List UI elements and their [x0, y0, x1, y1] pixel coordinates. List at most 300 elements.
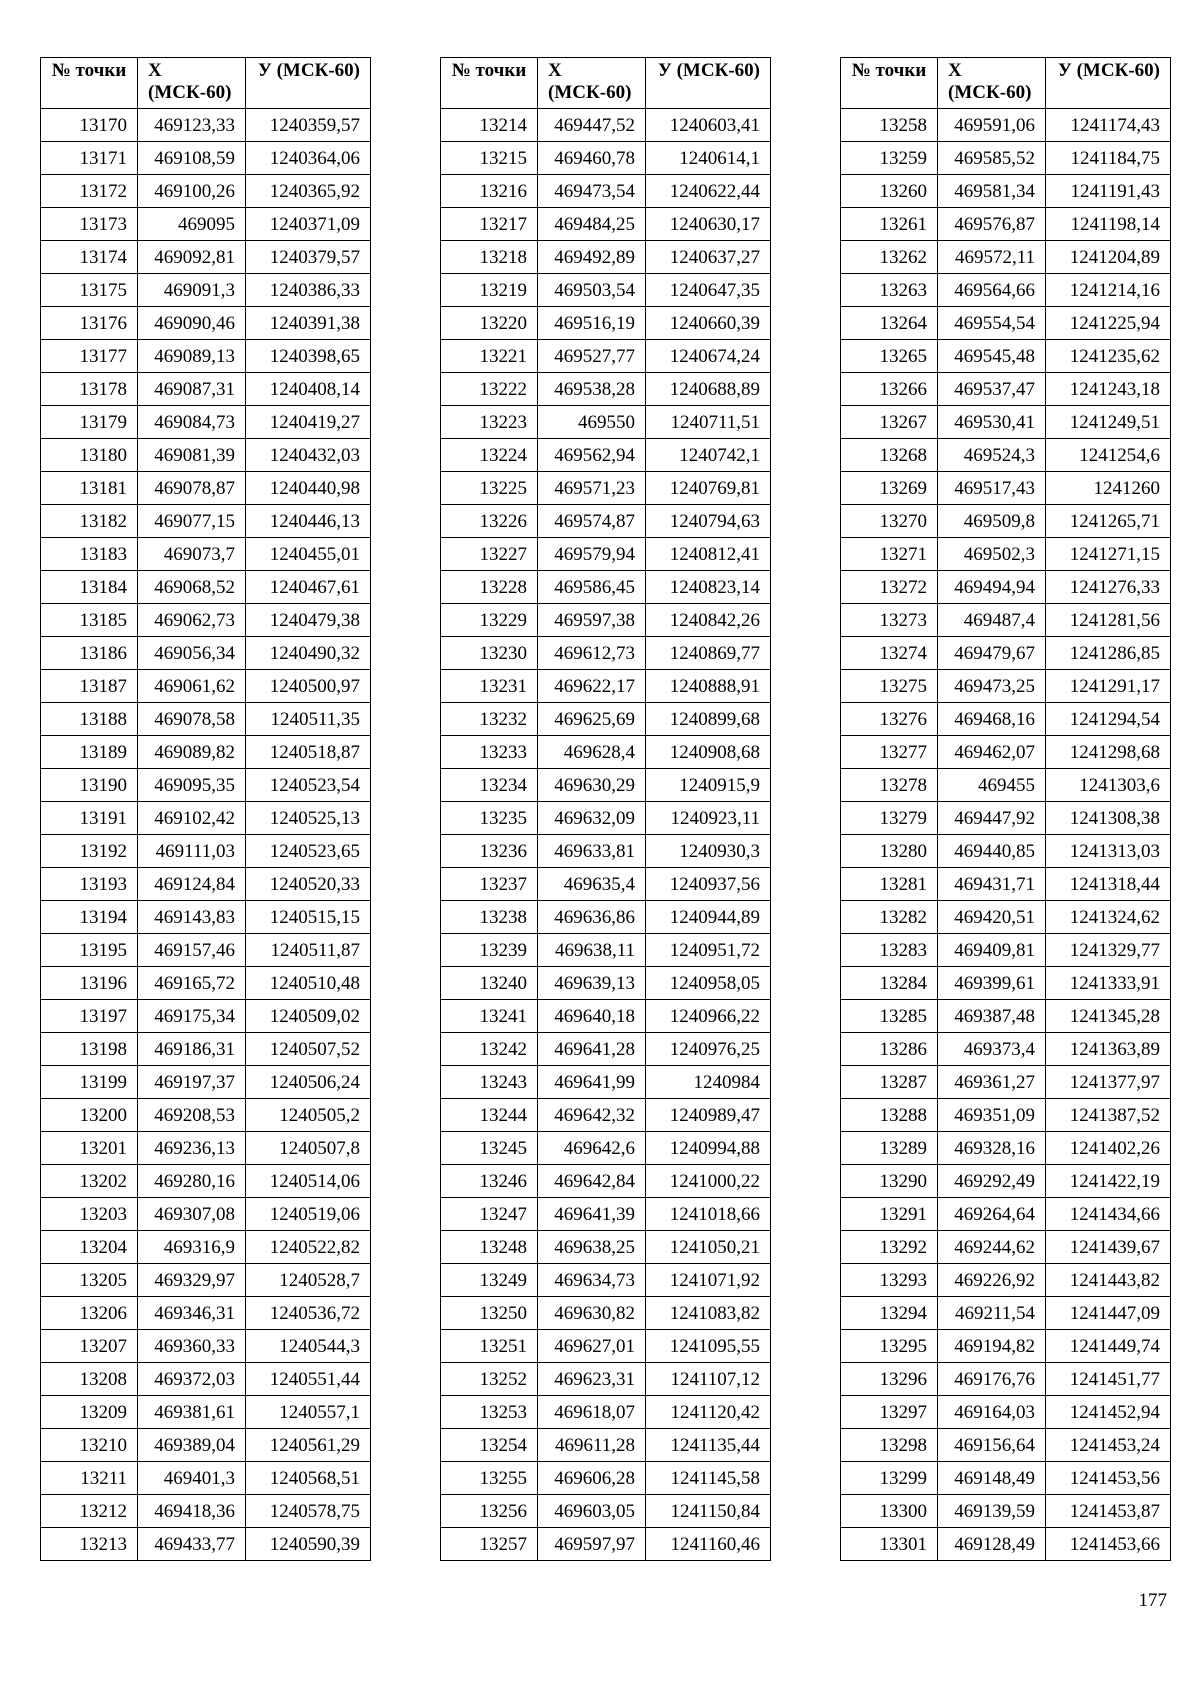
table-row	[841, 1330, 1171, 1363]
table-row	[41, 1231, 371, 1264]
x-coordinate-cell: 469447,52	[538, 109, 646, 142]
x-coordinate-cell: 469111,03	[138, 835, 246, 868]
table-row	[441, 703, 771, 736]
table-row	[441, 1066, 771, 1099]
table-row	[841, 1264, 1171, 1297]
x-coordinate-cell: 469100,26	[138, 175, 246, 208]
point-number-cell: 13297	[841, 1396, 938, 1429]
point-number-cell: 13201	[41, 1132, 138, 1165]
x-coordinate-cell: 469194,82	[938, 1330, 1046, 1363]
point-number-cell: 13226	[441, 505, 538, 538]
x-coordinate-cell: 469077,15	[138, 505, 246, 538]
x-coordinate-cell: 469360,33	[138, 1330, 246, 1363]
x-coordinate-cell: 469633,81	[538, 835, 646, 868]
point-number-cell: 13294	[841, 1297, 938, 1330]
table-row	[841, 967, 1171, 1000]
table-row	[841, 1297, 1171, 1330]
point-number-cell: 13301	[841, 1528, 938, 1561]
table-row	[41, 538, 371, 571]
y-coordinate-cell: 1241260	[1046, 472, 1171, 505]
x-coordinate-cell: 469632,09	[538, 802, 646, 835]
table-row	[41, 1495, 371, 1528]
x-coordinate-cell: 469307,08	[138, 1198, 246, 1231]
point-number-cell: 13173	[41, 208, 138, 241]
point-number-cell: 13174	[41, 241, 138, 274]
table-row	[441, 241, 771, 274]
point-number-cell: 13217	[441, 208, 538, 241]
x-coordinate-cell: 469316,9	[138, 1231, 246, 1264]
table-row	[41, 1198, 371, 1231]
table-row	[441, 505, 771, 538]
x-coordinate-cell: 469351,09	[938, 1099, 1046, 1132]
y-coordinate-cell: 1240408,14	[246, 373, 371, 406]
table-row	[41, 703, 371, 736]
point-number-cell: 13261	[841, 208, 938, 241]
table-row	[841, 1198, 1171, 1231]
point-number-cell: 13246	[441, 1165, 538, 1198]
point-number-cell: 13212	[41, 1495, 138, 1528]
point-number-cell: 13195	[41, 934, 138, 967]
y-coordinate-cell: 1240398,65	[246, 340, 371, 373]
y-coordinate-cell: 1241174,43	[1046, 109, 1171, 142]
y-coordinate-cell: 1240660,39	[646, 307, 771, 340]
table-row	[41, 505, 371, 538]
y-coordinate-cell: 1241434,66	[1046, 1198, 1171, 1231]
table-row	[441, 1462, 771, 1495]
x-coordinate-cell: 469530,41	[938, 406, 1046, 439]
table-row	[41, 1528, 371, 1561]
y-coordinate-cell: 1240603,41	[646, 109, 771, 142]
header-y-coordinate: У (МСК-60)	[646, 58, 771, 109]
x-coordinate-cell: 469492,89	[538, 241, 646, 274]
point-number-cell: 13184	[41, 571, 138, 604]
y-coordinate-cell: 1241294,54	[1046, 703, 1171, 736]
table-row	[441, 439, 771, 472]
y-coordinate-cell: 1240419,27	[246, 406, 371, 439]
y-coordinate-cell: 1241083,82	[646, 1297, 771, 1330]
point-number-cell: 13277	[841, 736, 938, 769]
y-coordinate-cell: 1241333,91	[1046, 967, 1171, 1000]
table-row	[841, 604, 1171, 637]
x-coordinate-cell: 469574,87	[538, 505, 646, 538]
point-number-cell: 13264	[841, 307, 938, 340]
x-coordinate-cell: 469139,59	[938, 1495, 1046, 1528]
y-coordinate-cell: 1240440,98	[246, 472, 371, 505]
table-row	[841, 1099, 1171, 1132]
x-coordinate-cell: 469586,45	[538, 571, 646, 604]
table-row	[41, 1396, 371, 1429]
point-number-cell: 13216	[441, 175, 538, 208]
x-coordinate-cell: 469640,18	[538, 1000, 646, 1033]
x-coordinate-cell: 469487,4	[938, 604, 1046, 637]
x-coordinate-cell: 469401,3	[138, 1462, 246, 1495]
table-row	[441, 1363, 771, 1396]
y-coordinate-cell: 1241254,6	[1046, 439, 1171, 472]
y-coordinate-cell: 1241329,77	[1046, 934, 1171, 967]
y-coordinate-cell: 1241452,94	[1046, 1396, 1171, 1429]
table-row	[841, 1000, 1171, 1033]
point-number-cell: 13207	[41, 1330, 138, 1363]
table-row	[441, 406, 771, 439]
table-row	[441, 274, 771, 307]
header-y-coordinate: У (МСК-60)	[246, 58, 371, 109]
y-coordinate-cell: 1240578,75	[246, 1495, 371, 1528]
table-row	[441, 109, 771, 142]
y-coordinate-cell: 1241095,55	[646, 1330, 771, 1363]
table-row	[41, 241, 371, 274]
x-coordinate-cell: 469095	[138, 208, 246, 241]
x-coordinate-cell: 469630,29	[538, 769, 646, 802]
table-row	[41, 1363, 371, 1396]
table-row	[441, 340, 771, 373]
x-coordinate-cell: 469420,51	[938, 901, 1046, 934]
y-coordinate-cell: 1240511,87	[246, 934, 371, 967]
x-coordinate-cell: 469612,73	[538, 637, 646, 670]
y-coordinate-cell: 1241303,6	[1046, 769, 1171, 802]
y-coordinate-cell: 1240899,68	[646, 703, 771, 736]
table-row	[841, 505, 1171, 538]
y-coordinate-cell: 1240812,41	[646, 538, 771, 571]
y-coordinate-cell: 1240523,65	[246, 835, 371, 868]
table-row	[41, 1429, 371, 1462]
y-coordinate-cell: 1240994,88	[646, 1132, 771, 1165]
x-coordinate-cell: 469516,19	[538, 307, 646, 340]
table-row	[841, 1396, 1171, 1429]
point-number-cell: 13235	[441, 802, 538, 835]
table-row	[41, 175, 371, 208]
table-row	[41, 571, 371, 604]
table-row	[841, 472, 1171, 505]
y-coordinate-cell: 1241276,33	[1046, 571, 1171, 604]
point-number-cell: 13245	[441, 1132, 538, 1165]
table-row	[41, 769, 371, 802]
x-coordinate-cell: 469208,53	[138, 1099, 246, 1132]
table-row	[41, 637, 371, 670]
x-coordinate-cell: 469156,64	[938, 1429, 1046, 1462]
table-row	[841, 703, 1171, 736]
table-row	[841, 439, 1171, 472]
table-row	[441, 307, 771, 340]
point-number-cell: 13189	[41, 736, 138, 769]
table-row	[441, 571, 771, 604]
point-number-cell: 13219	[441, 274, 538, 307]
x-coordinate-cell: 469468,16	[938, 703, 1046, 736]
x-coordinate-cell: 469638,25	[538, 1231, 646, 1264]
x-coordinate-cell: 469636,86	[538, 901, 646, 934]
y-coordinate-cell: 1241453,87	[1046, 1495, 1171, 1528]
y-coordinate-cell: 1240989,47	[646, 1099, 771, 1132]
y-coordinate-cell: 1240908,68	[646, 736, 771, 769]
y-coordinate-cell: 1240614,1	[646, 142, 771, 175]
x-coordinate-cell: 469618,07	[538, 1396, 646, 1429]
table-row	[41, 1462, 371, 1495]
table-row	[41, 802, 371, 835]
x-coordinate-cell: 469128,49	[938, 1528, 1046, 1561]
x-coordinate-cell: 469292,49	[938, 1165, 1046, 1198]
table-row	[841, 670, 1171, 703]
table-row	[841, 934, 1171, 967]
table-row	[441, 1033, 771, 1066]
table-row	[41, 967, 371, 1000]
x-coordinate-cell: 469537,47	[938, 373, 1046, 406]
point-number-cell: 13177	[41, 340, 138, 373]
point-number-cell: 13179	[41, 406, 138, 439]
table-row	[441, 1396, 771, 1429]
y-coordinate-cell: 1241402,26	[1046, 1132, 1171, 1165]
table-row	[41, 208, 371, 241]
header-x-coordinate: Х (МСК-60)	[938, 58, 1046, 109]
point-number-cell: 13202	[41, 1165, 138, 1198]
x-coordinate-cell: 469641,28	[538, 1033, 646, 1066]
point-number-cell: 13193	[41, 868, 138, 901]
point-number-cell: 13218	[441, 241, 538, 274]
point-number-cell: 13278	[841, 769, 938, 802]
x-coordinate-cell: 469564,66	[938, 274, 1046, 307]
point-number-cell: 13258	[841, 109, 938, 142]
y-coordinate-cell: 1241225,94	[1046, 307, 1171, 340]
x-coordinate-cell: 469473,25	[938, 670, 1046, 703]
y-coordinate-cell: 1240842,26	[646, 604, 771, 637]
table-row	[41, 1264, 371, 1297]
y-coordinate-cell: 1240379,57	[246, 241, 371, 274]
y-coordinate-cell: 1241324,62	[1046, 901, 1171, 934]
point-number-cell: 13265	[841, 340, 938, 373]
table-row	[841, 1528, 1171, 1561]
point-number-cell: 13232	[441, 703, 538, 736]
x-coordinate-cell: 469061,62	[138, 670, 246, 703]
point-number-cell: 13183	[41, 538, 138, 571]
table-row	[441, 1297, 771, 1330]
point-number-cell: 13266	[841, 373, 938, 406]
point-number-cell: 13285	[841, 1000, 938, 1033]
y-coordinate-cell: 1241449,74	[1046, 1330, 1171, 1363]
y-coordinate-cell: 1241313,03	[1046, 835, 1171, 868]
point-number-cell: 13225	[441, 472, 538, 505]
point-number-cell: 13242	[441, 1033, 538, 1066]
y-coordinate-cell: 1240511,35	[246, 703, 371, 736]
y-coordinate-cell: 1240937,56	[646, 868, 771, 901]
x-coordinate-cell: 469409,81	[938, 934, 1046, 967]
y-coordinate-cell: 1240869,77	[646, 637, 771, 670]
x-coordinate-cell: 469502,3	[938, 538, 1046, 571]
y-coordinate-cell: 1240930,3	[646, 835, 771, 868]
y-coordinate-cell: 1240528,7	[246, 1264, 371, 1297]
x-coordinate-cell: 469591,06	[938, 109, 1046, 142]
y-coordinate-cell: 1240561,29	[246, 1429, 371, 1462]
point-number-cell: 13290	[841, 1165, 938, 1198]
point-number-cell: 13241	[441, 1000, 538, 1033]
point-number-cell: 13209	[41, 1396, 138, 1429]
y-coordinate-cell: 1241214,16	[1046, 274, 1171, 307]
x-coordinate-cell: 469622,17	[538, 670, 646, 703]
y-coordinate-cell: 1240536,72	[246, 1297, 371, 1330]
y-coordinate-cell: 1240688,89	[646, 373, 771, 406]
table-row	[441, 604, 771, 637]
point-number-cell: 13274	[841, 637, 938, 670]
x-coordinate-cell: 469627,01	[538, 1330, 646, 1363]
x-coordinate-cell: 469611,28	[538, 1429, 646, 1462]
y-coordinate-cell: 1240479,38	[246, 604, 371, 637]
table-row	[441, 868, 771, 901]
point-number-cell: 13182	[41, 505, 138, 538]
table-row	[441, 934, 771, 967]
x-coordinate-cell: 469606,28	[538, 1462, 646, 1495]
y-coordinate-cell: 1241308,38	[1046, 802, 1171, 835]
y-coordinate-cell: 1241000,22	[646, 1165, 771, 1198]
table-row	[441, 901, 771, 934]
point-number-cell: 13275	[841, 670, 938, 703]
y-coordinate-cell: 1240515,15	[246, 901, 371, 934]
x-coordinate-cell: 469108,59	[138, 142, 246, 175]
table-row	[441, 769, 771, 802]
x-coordinate-cell: 469089,13	[138, 340, 246, 373]
point-number-cell: 13213	[41, 1528, 138, 1561]
point-number-cell: 13295	[841, 1330, 938, 1363]
point-number-cell: 13223	[441, 406, 538, 439]
table-row	[41, 670, 371, 703]
table-row	[41, 1297, 371, 1330]
x-coordinate-cell: 469148,49	[938, 1462, 1046, 1495]
y-coordinate-cell: 1241071,92	[646, 1264, 771, 1297]
x-coordinate-cell: 469635,4	[538, 868, 646, 901]
table-row	[841, 1132, 1171, 1165]
y-coordinate-cell: 1240568,51	[246, 1462, 371, 1495]
table-row	[841, 208, 1171, 241]
x-coordinate-cell: 469597,97	[538, 1528, 646, 1561]
y-coordinate-cell: 1240966,22	[646, 1000, 771, 1033]
table-row	[41, 1066, 371, 1099]
point-number-cell: 13259	[841, 142, 938, 175]
page-number: 177	[1138, 1590, 1167, 1611]
table-row	[441, 175, 771, 208]
table-row	[441, 1528, 771, 1561]
y-coordinate-cell: 1241160,46	[646, 1528, 771, 1561]
y-coordinate-cell: 1241135,44	[646, 1429, 771, 1462]
point-number-cell: 13214	[441, 109, 538, 142]
table-row	[841, 274, 1171, 307]
table-row	[841, 1066, 1171, 1099]
header-point-number: № точки	[441, 58, 538, 109]
point-number-cell: 13268	[841, 439, 938, 472]
x-coordinate-cell: 469418,36	[138, 1495, 246, 1528]
x-coordinate-cell: 469381,61	[138, 1396, 246, 1429]
point-number-cell: 13262	[841, 241, 938, 274]
point-number-cell: 13279	[841, 802, 938, 835]
y-coordinate-cell: 1241018,66	[646, 1198, 771, 1231]
point-number-cell: 13283	[841, 934, 938, 967]
table-row	[41, 373, 371, 406]
point-number-cell: 13251	[441, 1330, 538, 1363]
y-coordinate-cell: 1240432,03	[246, 439, 371, 472]
table-row	[841, 241, 1171, 274]
table-row	[441, 670, 771, 703]
table-row	[41, 142, 371, 175]
x-coordinate-cell: 469473,54	[538, 175, 646, 208]
x-coordinate-cell: 469527,77	[538, 340, 646, 373]
x-coordinate-cell: 469081,39	[138, 439, 246, 472]
table-row	[41, 1165, 371, 1198]
table-row	[441, 373, 771, 406]
y-coordinate-cell: 1241422,19	[1046, 1165, 1171, 1198]
x-coordinate-cell: 469164,03	[938, 1396, 1046, 1429]
y-coordinate-cell: 1240769,81	[646, 472, 771, 505]
point-number-cell: 13298	[841, 1429, 938, 1462]
point-number-cell: 13194	[41, 901, 138, 934]
y-coordinate-cell: 1241439,67	[1046, 1231, 1171, 1264]
y-coordinate-cell: 1241377,97	[1046, 1066, 1171, 1099]
point-number-cell: 13243	[441, 1066, 538, 1099]
point-number-cell: 13296	[841, 1363, 938, 1396]
y-coordinate-cell: 1240510,48	[246, 967, 371, 1000]
point-number-cell: 13299	[841, 1462, 938, 1495]
table-row	[441, 1000, 771, 1033]
y-coordinate-cell: 1241443,82	[1046, 1264, 1171, 1297]
y-coordinate-cell: 1241387,52	[1046, 1099, 1171, 1132]
point-number-cell: 13284	[841, 967, 938, 1000]
x-coordinate-cell: 469361,27	[938, 1066, 1046, 1099]
table-row	[41, 406, 371, 439]
y-coordinate-cell: 1241291,17	[1046, 670, 1171, 703]
y-coordinate-cell: 1240742,1	[646, 439, 771, 472]
y-coordinate-cell: 1240551,44	[246, 1363, 371, 1396]
point-number-cell: 13244	[441, 1099, 538, 1132]
table-row	[41, 1033, 371, 1066]
point-number-cell: 13227	[441, 538, 538, 571]
point-number-cell: 13178	[41, 373, 138, 406]
x-coordinate-cell: 469078,58	[138, 703, 246, 736]
x-coordinate-cell: 469494,94	[938, 571, 1046, 604]
x-coordinate-cell: 469642,32	[538, 1099, 646, 1132]
table-header-row	[441, 58, 771, 109]
table-row	[441, 1099, 771, 1132]
point-number-cell: 13180	[41, 439, 138, 472]
y-coordinate-cell: 1241281,56	[1046, 604, 1171, 637]
table-row	[441, 802, 771, 835]
table-row	[841, 109, 1171, 142]
y-coordinate-cell: 1240490,32	[246, 637, 371, 670]
table-row	[841, 538, 1171, 571]
x-coordinate-cell: 469244,62	[938, 1231, 1046, 1264]
table-row	[841, 868, 1171, 901]
point-number-cell: 13206	[41, 1297, 138, 1330]
y-coordinate-cell: 1240391,38	[246, 307, 371, 340]
point-number-cell: 13300	[841, 1495, 938, 1528]
y-coordinate-cell: 1241363,89	[1046, 1033, 1171, 1066]
x-coordinate-cell: 469176,76	[938, 1363, 1046, 1396]
header-x-coordinate: Х (МСК-60)	[538, 58, 646, 109]
coordinates-table-3	[840, 57, 1171, 1561]
y-coordinate-cell: 1241145,58	[646, 1462, 771, 1495]
point-number-cell: 13254	[441, 1429, 538, 1462]
y-coordinate-cell: 1240446,13	[246, 505, 371, 538]
y-coordinate-cell: 1240544,3	[246, 1330, 371, 1363]
y-coordinate-cell: 1240371,09	[246, 208, 371, 241]
y-coordinate-cell: 1240509,02	[246, 1000, 371, 1033]
y-coordinate-cell: 1241451,77	[1046, 1363, 1171, 1396]
point-number-cell: 13190	[41, 769, 138, 802]
x-coordinate-cell: 469585,52	[938, 142, 1046, 175]
table-row	[41, 868, 371, 901]
point-number-cell: 13280	[841, 835, 938, 868]
x-coordinate-cell: 469095,35	[138, 769, 246, 802]
point-number-cell: 13228	[441, 571, 538, 604]
x-coordinate-cell: 469642,84	[538, 1165, 646, 1198]
point-number-cell: 13247	[441, 1198, 538, 1231]
x-coordinate-cell: 469078,87	[138, 472, 246, 505]
x-coordinate-cell: 469165,72	[138, 967, 246, 1000]
point-number-cell: 13250	[441, 1297, 538, 1330]
point-number-cell: 13172	[41, 175, 138, 208]
